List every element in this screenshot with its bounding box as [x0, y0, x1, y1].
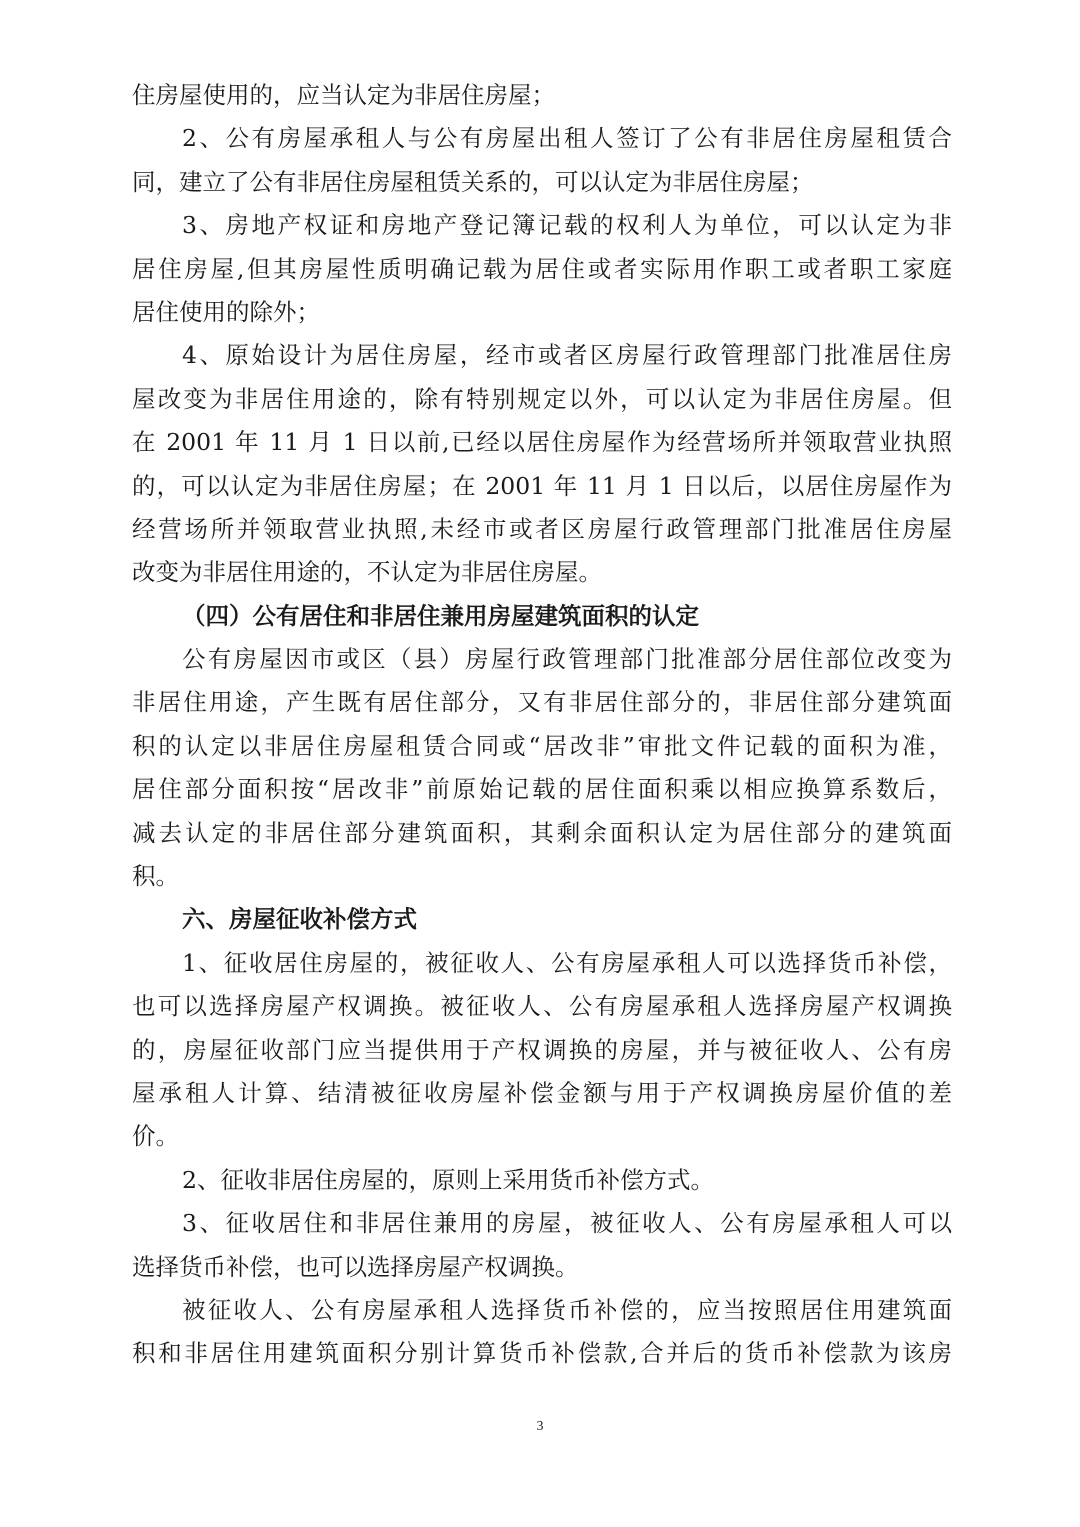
text-line: 同，建立了公有非居住房屋租赁关系的，可以认定为非居住房屋；	[132, 167, 814, 196]
text-line: 居住部分面积按“居改非”前原始记载的居住面积乘以相应换算系数后，	[132, 775, 952, 804]
body-text	[132, 74, 952, 1376]
text-line: 3、征收居住和非居住兼用的房屋，被征收人、公有房屋承租人可以	[182, 1209, 952, 1238]
text-line: 居住使用的除外；	[132, 297, 320, 326]
section-heading: （四）公有居住和非居住兼用房屋建筑面积的认定	[182, 601, 699, 630]
text-line: 积和非居住用建筑面积分别计算货币补偿款,合并后的货币补偿款为该房	[132, 1339, 952, 1368]
text-line: 3、房地产权证和房地产登记簿记载的权利人为单位，可以认定为非	[182, 211, 952, 240]
text-line: 屋改变为非居住用途的，除有特别规定以外，可以认定为非居住房屋。但	[132, 384, 952, 413]
text-line: 减去认定的非居住部分建筑面积，其剩余面积认定为居住部分的建筑面	[132, 818, 952, 847]
text-line: 2、征收非居住房屋的，原则上采用货币补偿方式。	[182, 1165, 714, 1194]
text-line: 价。	[132, 1122, 179, 1151]
section-heading: 六、房屋征收补偿方式	[182, 905, 417, 934]
text-line: 的，可以认定为非居住房屋；在 2001 年 11 月 1 日以后，以居住房屋作为	[132, 471, 952, 500]
text-line: 公有房屋因市或区（县）房屋行政管理部门批准部分居住部位改变为	[182, 645, 952, 674]
text-line: 也可以选择房屋产权调换。被征收人、公有房屋承租人选择房屋产权调换	[132, 992, 952, 1021]
text-line: 1、征收居住房屋的，被征收人、公有房屋承租人可以选择货币补偿，	[182, 948, 952, 977]
text-line: 住房屋使用的，应当认定为非居住房屋；	[132, 81, 555, 109]
text-line: 选择货币补偿，也可以选择房屋产权调换。	[132, 1252, 579, 1281]
text-line: 4、原始设计为居住房屋，经市或者区房屋行政管理部门批准居住房	[182, 341, 952, 370]
text-line: 积的认定以非居住房屋租赁合同或“居改非”审批文件记载的面积为准，	[132, 731, 952, 760]
text-line: 积。	[132, 862, 179, 891]
text-line: 屋承租人计算、结清被征收房屋补偿金额与用于产权调换房屋价值的差	[132, 1078, 952, 1107]
page-number: 3	[536, 1419, 544, 1434]
text-line: 改变为非居住用途的，不认定为非居住房屋。	[132, 558, 602, 587]
text-line: 在 2001 年 11 月 1 日以前,已经以居住房屋作为经营场所并领取营业执照	[132, 428, 952, 457]
text-line: 非居住用途，产生既有居住部分，又有非居住部分的，非居住部分建筑面	[132, 688, 952, 717]
text-line: 2、公有房屋承租人与公有房屋出租人签订了公有非居住房屋租赁合	[182, 124, 952, 153]
text-line: 被征收人、公有房屋承租人选择货币补偿的，应当按照居住用建筑面	[182, 1295, 952, 1324]
text-line: 居住房屋,但其房屋性质明确记载为居住或者实际用作职工或者职工家庭	[132, 254, 952, 283]
text-line: 的，房屋征收部门应当提供用于产权调换的房屋，并与被征收人、公有房	[132, 1035, 952, 1064]
text-line: 经营场所并领取营业执照,未经市或者区房屋行政管理部门批准居住房屋	[132, 514, 952, 543]
